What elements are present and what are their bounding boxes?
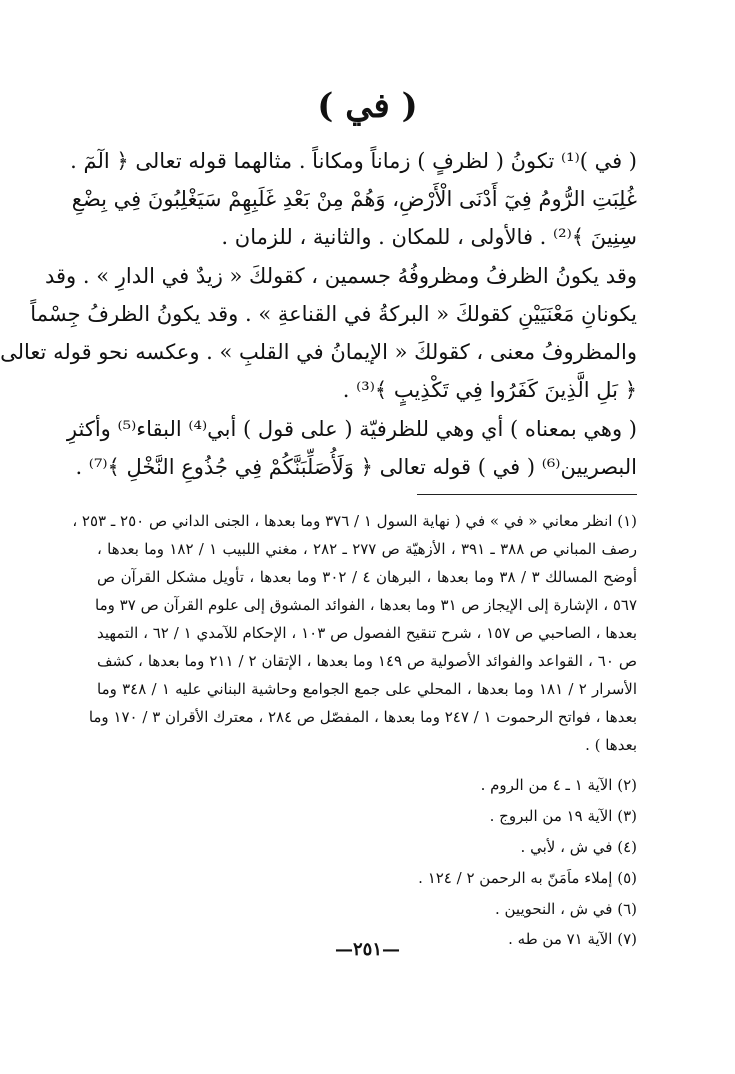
footnote-line: ص ٦٠ ، القواعد والفوائد الأصولية ص ١٤٩ وما بعدها ، الإتقان ٢ / ٢١١ وما بعدها ، كشف <box>97 652 638 670</box>
footnote-line: بعدها ، فواتح الرحموت ١ / ٢٤٧ وما بعدها ، المفصّل ص ٢٨٤ ، معترك الأقران ٣ / ١٧٠ وما <box>88 708 637 726</box>
body-line: يكونانِ مَعْنَيَيْنِ كقولكَ « البركةُ في القناعةِ » . وقد يكونُ الظرفُ جِسْماً <box>30 302 637 326</box>
body-line: ( في )⁽¹⁾ تكونُ ( لظرفٍ ) زماناً ومكاناً . مثالهما قوله تعالى ﴿ الٓمٓ . <box>70 149 637 173</box>
footnote-line: (٣) الآية ١٩ من البروج . <box>489 807 637 825</box>
body-line: البصريين⁽⁶⁾ ( في ) قوله تعالى ﴿ وَلَأُصَلِّبَنَّكُمْ فِي جُذُوعِ النَّخْلِ ﴾⁽⁷⁾ . <box>75 455 637 479</box>
body-line: والمظروفُ معنى ، كقولكَ « الإيمانُ في القلبِ » . وعكسه نحو قوله تعالى <box>0 340 637 364</box>
section-heading: ( في ) <box>317 86 418 126</box>
footnote-line: بعدها ، الصاحبي ص ١٥٧ ، شرح تنقيح الفصول ص ١٠٣ ، الإحكام للآمدي ١ / ٦٢ ، التمهيد <box>97 624 637 642</box>
body-line: سِنِينَ ﴾⁽²⁾ . فالأولى ، للمكان . والثانية ، للزمان . <box>221 225 637 249</box>
footnote-line: (١) انظر معاني « في » في ( نهاية السول ١ / ٣٧٦ وما بعدها ، الجنى الداني ص ٢٥٠ ـ ٢٥٣ ، <box>72 512 637 530</box>
footnote-divider <box>417 494 637 495</box>
footnote-line: (٤) في ش ، لأبي . <box>520 838 637 856</box>
footnote-line: (٦) في ش ، النحويين . <box>494 900 637 918</box>
footnote-line: أوضح المسالك ٣ / ٣٨ وما بعدها ، البرهان ٤ / ٣٠٢ وما بعدها ، تأويل مشكل القرآن ص <box>97 568 637 586</box>
body-line: وقد يكونُ الظرفُ ومظروفُهُ جسمين ، كقولكَ « زيدٌ في الدارِ » . وقد <box>44 264 637 288</box>
footnote-line: ٥٦٧ ، الإشارة إلى الإيجاز ص ٣١ وما بعدها ، الفوائد المشوق إلى علوم القرآن ص ٣٧ وما <box>95 596 637 614</box>
footnote-line: رصف المباني ص ٣٨٨ ـ ٣٩١ ، الأزهيّة ص ٢٧٧ ـ ٢٨٢ ، مغني اللبيب ١ / ١٨٢ وما بعدها ، <box>97 540 637 558</box>
page-number: —٢٥١— <box>334 939 400 960</box>
body-line: غُلِبَتِ الرُّومُ فِيٓ أَدْنَى الْأَرْضِ، وَهُمْ مِنْ بَعْدِ غَلَبِهِمْ سَيَغْلِبُونَ فِي بِضْعِ <box>71 187 637 211</box>
footnote-line: (٢) الآية ١ ـ ٤ من الروم . <box>480 776 637 794</box>
footnote-line: (٥) إملاء ماَمَنّ به الرحمن ٢ / ١٢٤ . <box>418 869 637 887</box>
footnote-line: الأسرار ٢ / ١٨١ وما بعدها ، المحلي على جمع الجوامع وحاشية البناني عليه ١ / ٣٤٨ وما <box>97 680 638 698</box>
body-line: ﴿ بَلِ الَّذِينَ كَفَرُوا فِي تَكْذِيبٍ ﴾⁽³⁾ . <box>342 378 637 402</box>
footnote-line: بعدها ) . <box>585 736 637 754</box>
footnote-line: (٧) الآية ٧١ من طه . <box>508 930 637 948</box>
body-line: ( وهي بمعناه ) أي وهي للظرفيّة ( على قول ) أبي⁽⁴⁾ البقاء⁽⁵⁾ وأكثرِ <box>66 417 637 441</box>
